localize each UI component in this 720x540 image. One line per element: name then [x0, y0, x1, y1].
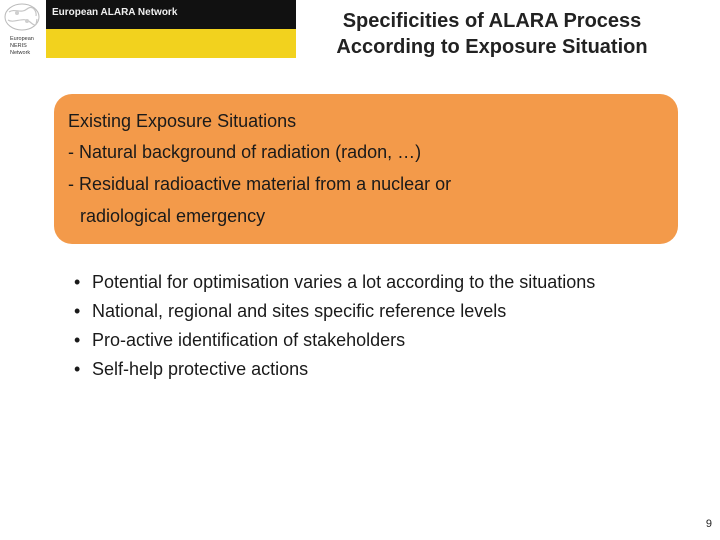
existing-exposure-box — [54, 94, 678, 244]
bullet-list — [72, 272, 632, 388]
globe-icon — [3, 2, 41, 32]
box-line: - Natural background of radiation (radon, …) — [68, 142, 422, 162]
box-heading: Existing Exposure Situations — [68, 111, 297, 131]
bullet-item — [72, 301, 632, 322]
box-line: radiological emergency — [80, 206, 266, 226]
slide-title-line2: According to Exposure Situation — [336, 36, 648, 58]
bullet-dot: • — [74, 359, 81, 379]
bullet-dot: • — [74, 301, 81, 321]
logo-banner-text: European ALARA Network — [52, 7, 178, 18]
page-number: 9 — [705, 518, 712, 530]
logo-banner — [46, 0, 296, 29]
bullet-item — [72, 330, 632, 351]
bullet-text: National, regional and sites specific reference levels — [92, 301, 507, 321]
box-line: - Residual radioactive material from a nuclear or — [68, 174, 452, 194]
logo-yellow-bar — [46, 29, 296, 58]
slide-title-line1: Specificities of ALARA Process — [342, 10, 642, 32]
bullet-text: Potential for optimisation varies a lot according to the situations — [92, 272, 596, 292]
slide-title — [300, 8, 684, 60]
bullet-item — [72, 359, 632, 380]
bullet-text: Pro-active identification of stakeholders — [92, 330, 406, 350]
logo — [0, 0, 300, 70]
bullet-text: Self-help protective actions — [92, 359, 309, 379]
bullet-dot: • — [74, 272, 81, 292]
logo-small-text: European NERIS Network — [10, 36, 34, 56]
bullet-item — [72, 272, 632, 293]
bullet-dot: • — [74, 330, 81, 350]
